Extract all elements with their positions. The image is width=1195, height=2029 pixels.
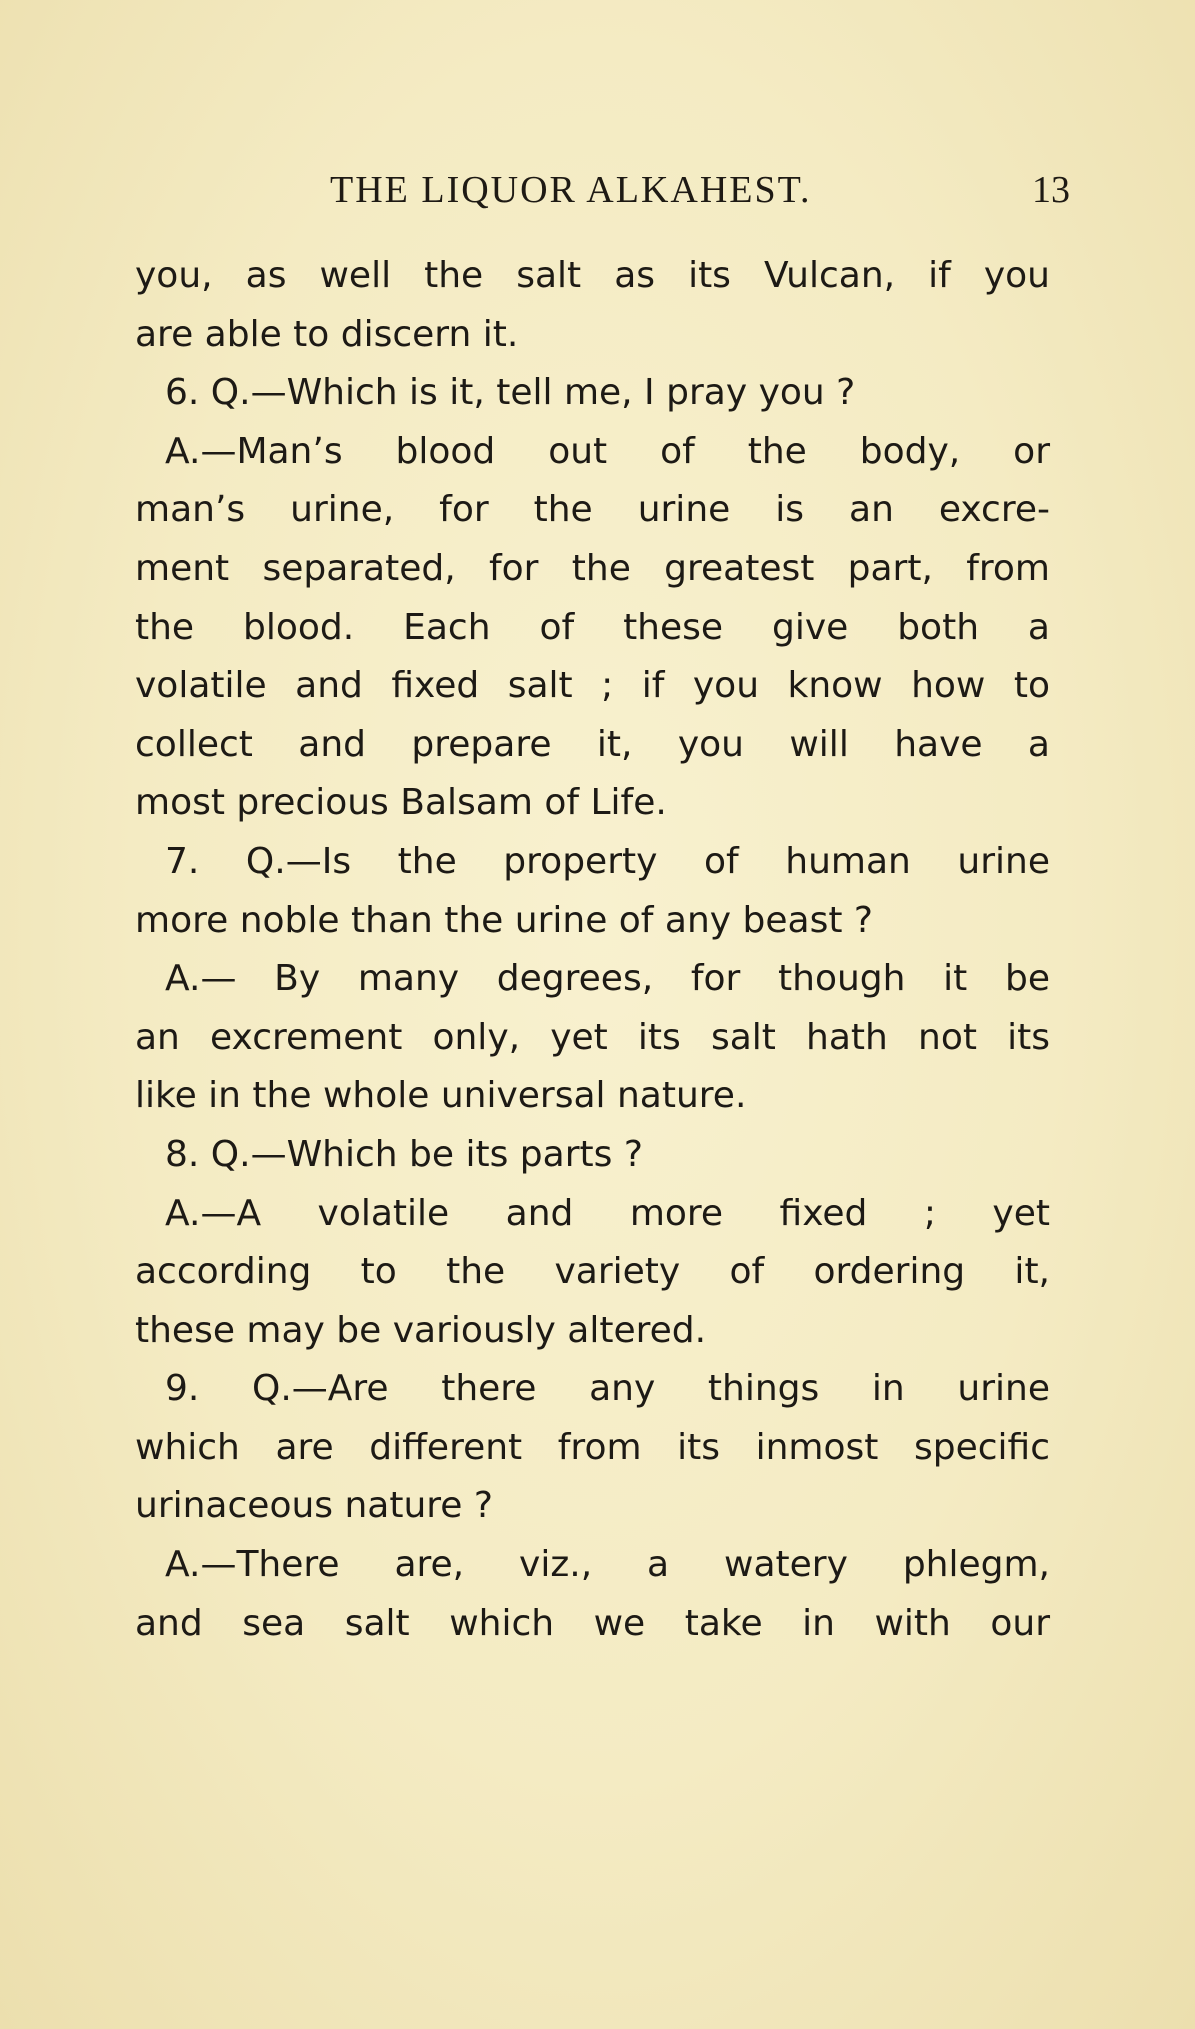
- running-title: THE LIQUOR ALKAHEST.: [330, 169, 812, 211]
- text-line: these may be variously altered.: [135, 1309, 707, 1351]
- text-line: according to the variety of ordering it,: [135, 1251, 1050, 1293]
- text-line: A.—A volatile and more fixed ; yet: [165, 1192, 1050, 1234]
- text-line: like in the whole universal nature.: [135, 1075, 747, 1117]
- text-line: urinaceous nature ?: [135, 1485, 493, 1527]
- text-line: A.—Man’s blood out of the body, or: [165, 430, 1050, 472]
- text-line: and sea salt which we take in with our: [135, 1602, 1050, 1644]
- text-line: A.—There are, viz., a watery phlegm,: [165, 1544, 1050, 1586]
- page-number: 13: [1032, 169, 1070, 211]
- text-line: collect and prepare it, you will have a: [135, 723, 1050, 765]
- text-line: 7. Q.—Is the property of human urine: [165, 840, 1050, 882]
- text-line: volatile and fixed salt ; if you know how to: [135, 665, 1050, 707]
- page-header: [330, 168, 1070, 228]
- text-line: ment separated, for the greatest part, from: [135, 547, 1050, 589]
- text-line: the blood. Each of these give both a: [135, 606, 1050, 648]
- text-line: A.— By many degrees, for though it be: [165, 958, 1050, 1000]
- text-line: which are different from its inmost specific: [135, 1426, 1050, 1468]
- text-line: most precious Balsam of Life.: [135, 782, 667, 824]
- text-line: are able to discern it.: [135, 313, 519, 355]
- text-line: an excrement only, yet its salt hath not its: [135, 1016, 1050, 1058]
- text-line: more noble than the urine of any beast ?: [135, 899, 874, 941]
- text-line: 8. Q.—Which be its parts ?: [165, 1133, 643, 1175]
- text-line: 9. Q.—Are there any things in urine: [165, 1368, 1050, 1410]
- body-text: [135, 247, 1050, 1653]
- text-line: you, as well the salt as its Vulcan, if you: [135, 255, 1050, 296]
- text-line: man’s urine, for the urine is an excre-: [135, 489, 1050, 531]
- text-line: 6. Q.—Which is it, tell me, I pray you ?: [165, 372, 856, 414]
